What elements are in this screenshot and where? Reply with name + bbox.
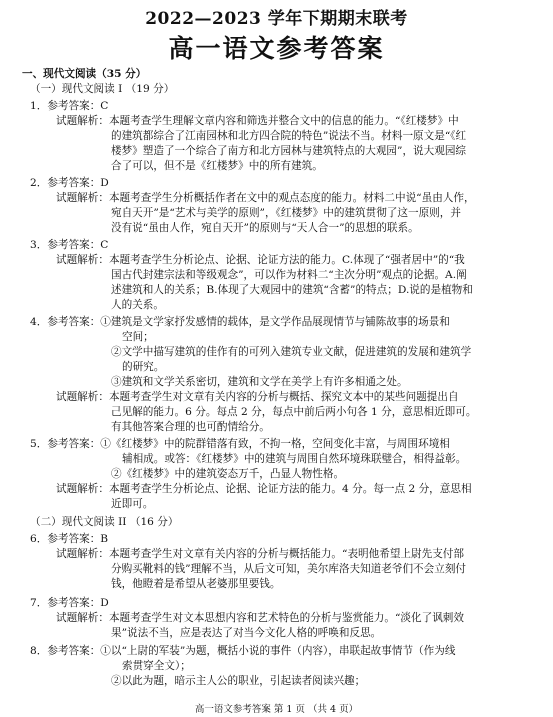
explanation-line: 宛自天开”是“艺术与美学的原则”，《红楼梦》中的建筑贯彻了这一原则，并 <box>111 207 461 219</box>
explanation-line: 国古代封建宗法和等级观念”，可以作为材料二“主次分明”观点的论据。A.阐 <box>111 269 467 281</box>
explanation-line: 试题解析：本题考查学生理解文章内容和筛选并整合文中的信息的能力。“《红楼梦》中 <box>56 115 459 127</box>
explanation-line: 有其他答案合理的也可酌情给分。 <box>111 421 270 433</box>
answer-line: 2．参考答案：D <box>30 177 109 189</box>
answer-line: ③建筑和文学关系密切，建筑和文学在美学上有许多相通之处。 <box>111 376 408 388</box>
explanation-line: 分购买靴料的钱”理解不当，从后文可知，美尔库洛夫知道老爷们不会立刻付 <box>111 563 467 575</box>
answer-line: 4．参考答案：①建筑是文学家抒发感情的载体，是文学作品展现情节与铺陈故事的场景和 <box>30 316 450 328</box>
answer-line: 空间； <box>122 331 154 343</box>
answer-line: 索贯穿全文）； <box>122 660 191 672</box>
answer-line: ②《红楼梦》中的建筑姿态万千，凸显人物性格。 <box>111 468 345 480</box>
explanation-line: 钱，他瞪着是希望从老婆那里要钱。 <box>111 578 281 590</box>
explanation-line: 述建筑和人的关系；B.体现了大观园中的建筑“含蓄”的特点；D.说的是植物和 <box>111 284 473 296</box>
answer-line: ②文学中描写建筑的佳作有的可列入建筑专业文献，促进建筑的发展和建筑学 <box>111 346 472 358</box>
explanation-line: 试题解析：本题考查学生分析论点、论据、论证方法的能力。C.体现了“强者居中”的“我 <box>56 254 465 266</box>
explanation-line: 的建筑都综合了江南园林和北方四合院的特色”说法不当。材料一原文是“《红 <box>111 130 467 142</box>
explanation-line: 试题解析：本题考查学生对文章有关内容的分析与概括能力。“表明他希望上尉先支付部 <box>56 548 464 560</box>
page-title: 高一语文参考答案 <box>168 34 385 63</box>
explanation-line: 试题解析：本题考查学生对文章有关内容的分析与概括、探究文本中的某些问题提出自 <box>56 391 459 403</box>
exam-subtitle: 2022—2023 学年下期期末联考 <box>145 9 408 29</box>
explanation-line: 楼梦》塑造了一个综合了南方和北方园林与建筑特点的大观园”，说大观园综 <box>111 145 467 157</box>
answer-line: 的研究。 <box>122 361 165 373</box>
explanation-line: 人的关系。 <box>111 299 164 311</box>
explanation-line: 近即可。 <box>111 498 154 510</box>
answer-line: 6．参考答案：B <box>30 533 109 545</box>
answer-line: 7．参考答案：D <box>30 597 109 609</box>
explanation-line: 己见解的能力。6 分。每点 2 分，每点中前后两小句各 1 分，意思相近即可。 <box>111 406 477 418</box>
answer-line: ②以此为题，暗示主人公的职业，引起读者阅读兴趣； <box>111 675 366 687</box>
explanation-line: 试题解析：本题考查学生分析论点、论据、论证方法的能力。4 分。每一点 2 分，意思相 <box>56 483 472 495</box>
subsection-heading: （一）现代文阅读 I （19 分） <box>30 83 175 95</box>
answer-line: 辅相成。或答：《红楼梦》中的建筑与周围自然环境珠联璧合，相得益彰。 <box>122 453 467 465</box>
answer-line: 5．参考答案：①《红楼梦》中的院群错落有致，不拘一格，空间变化丰富，与周围环境相 <box>30 438 450 450</box>
answer-line: 8．参考答案：①以“上尉的军装”为题，概括小说的事件（内容），串联起故事情节（作为线 <box>30 645 456 657</box>
explanation-line: 没有说“虽由人作，宛自天开”的原则与“天人合一”的思想的联系。 <box>111 222 419 234</box>
page-footer: 高一语文参考答案 第 1 页 （共 4 页） <box>194 704 359 715</box>
explanation-line: 试题解析：本题考查学生分析概括作者在文中的观点态度的能力。材料二中说“虽由人作， <box>56 192 475 204</box>
explanation-line: 合了可以，但不是《红楼梦》中的所有建筑。 <box>111 160 323 172</box>
section-heading: 一、现代文阅读（35 分） <box>22 68 147 80</box>
answer-line: 1．参考答案：C <box>30 100 109 112</box>
explanation-line: 试题解析：本题考查学生对文本思想内容和艺术特色的分析与鉴赏能力。“淡化了讽刺效 <box>56 612 464 624</box>
subsection-heading: （二）现代文阅读 II （16 分） <box>30 516 179 528</box>
explanation-line: 果”说法不当，应是表达了对当今文化人格的呼唤和反思。 <box>111 627 382 639</box>
answer-line: 3．参考答案：C <box>30 239 109 251</box>
